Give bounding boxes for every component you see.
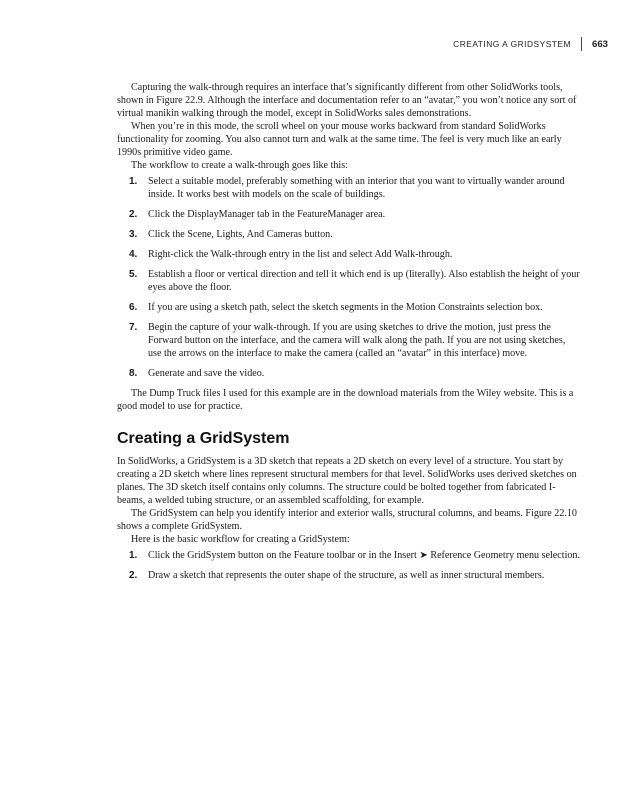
step-text: Select a suitable model, preferably something with an interior that you want to virtually wander around inside. It works best with models on the scale of buildings. bbox=[148, 176, 565, 200]
step-text: Click the Scene, Lights, And Cameras button. bbox=[148, 229, 333, 240]
step-text: If you are using a sketch path, select the sketch segments in the Motion Constraints selection box. bbox=[148, 302, 543, 313]
list-item bbox=[117, 268, 581, 294]
step-number: 2. bbox=[129, 209, 138, 220]
dump-truck-note: The Dump Truck files I used for this example are in the download materials from the Wiley website. This is a good model to use for practice. bbox=[117, 388, 574, 412]
running-header-title: CREATING A GRIDSYSTEM bbox=[453, 39, 571, 49]
step-text: Begin the capture of your walk-through. If you are using sketches to drive the motion, just press the Forward button on the interface, and the camera will walk along the path. If you are not using sketches, use the arrows on the interface to make the camera (called an “avatar” in this interface) move. bbox=[148, 322, 566, 359]
page-number: 663 bbox=[591, 38, 608, 50]
step-number: 7. bbox=[129, 322, 138, 333]
section-paragraph-2: The GridSystem can help you identify interior and exterior walls, structural columns, and beams. Figure 22.10 shows a complete GridSystem. bbox=[117, 508, 577, 532]
list-item bbox=[117, 248, 581, 261]
list-item bbox=[117, 175, 581, 201]
step-number: 6. bbox=[129, 302, 138, 313]
step-number: 8. bbox=[129, 368, 138, 379]
section-paragraph-1: In SolidWorks, a GridSystem is a 3D sketch that repeats a 2D sketch on every level of a structure. You start by creating a 2D sketch where lines represent structural members for that level. SolidWorks uses derived sketches on planes. The 3D sketch itself contains only columns. The structure could be bolted together from fabricated I-beams, a welded tubing structure, or an assembled scaffolding, for example. bbox=[117, 456, 577, 506]
step-text: Right-click the Walk-through entry in the list and select Add Walk-through. bbox=[148, 249, 453, 260]
gridsystem-steps-list bbox=[117, 549, 581, 582]
section-paragraph-3: Here is the basic workflow for creating a GridSystem: bbox=[131, 534, 350, 545]
step-number: 1. bbox=[129, 550, 138, 561]
running-header bbox=[453, 36, 608, 52]
step-number: 1. bbox=[129, 176, 138, 187]
list-item bbox=[117, 228, 581, 241]
list-item bbox=[117, 367, 581, 380]
list-item bbox=[117, 549, 581, 562]
step-number: 2. bbox=[129, 570, 138, 581]
list-item bbox=[117, 569, 581, 582]
step-text: Generate and save the video. bbox=[148, 368, 265, 379]
walkthrough-steps-list bbox=[117, 175, 581, 380]
intro-paragraph-3: The workflow to create a walk-through goes like this: bbox=[131, 160, 348, 171]
section-heading: Creating a GridSystem bbox=[117, 430, 290, 447]
step-number: 5. bbox=[129, 269, 138, 280]
list-item bbox=[117, 301, 581, 314]
step-text: Click the DisplayManager tab in the FeatureManager area. bbox=[148, 209, 386, 220]
step-number: 3. bbox=[129, 229, 138, 240]
step-number: 4. bbox=[129, 249, 138, 260]
header-divider bbox=[581, 37, 582, 51]
list-item bbox=[117, 321, 581, 360]
step-text: Click the GridSystem button on the Feature toolbar or in the Insert ➤ Reference Geometry menu selection. bbox=[148, 550, 580, 561]
intro-paragraph-1: Capturing the walk-through requires an interface that’s significantly different from other SolidWorks tools, shown in Figure 22.9. Although the interface and documentation refer to an “avatar,” you won’t notice any sort of virtual manikin walking through the model, except in SolidWorks sales demonstrations. bbox=[117, 82, 577, 119]
step-text: Draw a sketch that represents the outer shape of the structure, as well as inner structural members. bbox=[148, 570, 545, 581]
list-item bbox=[117, 208, 581, 221]
page-body bbox=[117, 81, 581, 589]
intro-paragraph-2: When you’re in this mode, the scroll wheel on your mouse works backward from standard SolidWorks functionality for zooming. You also cannot turn and walk at the same time. The feel is very much like an early 1990s primitive video game. bbox=[117, 121, 562, 158]
step-text: Establish a floor or vertical direction and tell it which end is up (literally). Also establish the height of your eyes above the floor. bbox=[148, 269, 580, 293]
